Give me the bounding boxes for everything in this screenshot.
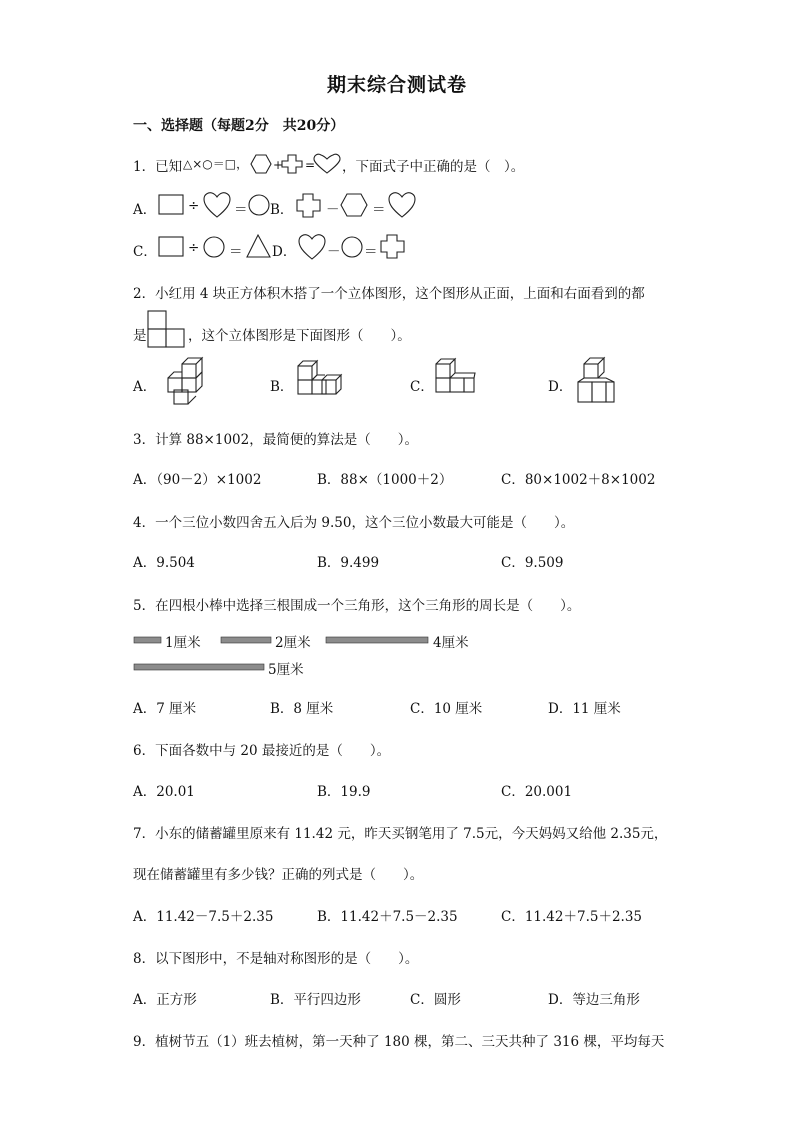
q1-shape-equation (248, 152, 338, 176)
q5-stem: 5．在四根小棒中选择三根围成一个三角形，这个三角形的周长是（ ）。 (133, 598, 581, 614)
triangle-icon (246, 234, 272, 260)
q2-option-c-label: C． (410, 379, 434, 395)
q2-line-2-prefix: 是 (133, 328, 147, 344)
stick-1-label: 1厘米 (165, 635, 201, 651)
q8-option-a: A．正方形 (133, 992, 197, 1008)
stick-4-label: 5厘米 (268, 662, 304, 678)
q2-option-d-label: D． (548, 379, 573, 395)
q4-option-a: A．9.504 (133, 555, 195, 571)
q1-stem-prefix: 1．已知 (133, 159, 183, 175)
heart-icon (314, 154, 340, 173)
q1-stem-suffix: ，下面式子中正确的是（ ）。 (342, 159, 525, 175)
q1-known-relation: △×○＝□， (183, 157, 249, 171)
circle-icon (203, 235, 227, 259)
hexagon-icon (340, 193, 370, 219)
q7-option-b: B．11.42＋7.5－2.35 (317, 909, 458, 925)
cube-stack-d-icon (576, 356, 622, 406)
q1-d-eq: ＝ (364, 244, 378, 260)
q4-stem: 4．一个三位小数四舍五入后为 9.50，这个三位小数最大可能是（ ）。 (133, 515, 575, 531)
square-icon (158, 235, 184, 259)
circle-icon (248, 193, 272, 217)
q6-stem: 6．下面各数中与 20 最接近的是（ ）。 (133, 743, 391, 759)
q3-option-a: A．（90－2）×1002 (133, 472, 262, 488)
q2-option-b-label: B． (270, 379, 294, 395)
q2-line-2-suffix: ，这个立体图形是下面图形（ ）。 (188, 328, 411, 344)
q4-option-c: C．9.509 (501, 555, 564, 571)
stick-2cm (221, 637, 271, 643)
q5-option-a: A．7 厘米 (133, 701, 197, 717)
hexagon-icon (251, 155, 271, 173)
q6-option-b: B．19.9 (317, 784, 371, 800)
cube-stack-b-icon (296, 360, 346, 400)
q7-option-a: A．11.42－7.5＋2.35 (133, 909, 274, 925)
q8-option-b: B．平行四边形 (270, 992, 361, 1008)
svg-text:=: = (305, 158, 316, 172)
q2-option-a-label: A． (133, 379, 157, 395)
circle-icon (341, 235, 365, 259)
cross-shape-icon (296, 193, 322, 219)
heart-icon (298, 234, 328, 260)
view-l-shape-icon (147, 310, 187, 348)
q7-line-1: 7．小东的储蓄罐里原来有 11.42 元，昨天买钢笔用了 7.5元，今天妈妈又给他 2.35元， (133, 826, 668, 842)
q1-a-eq: ＝ (234, 202, 248, 218)
q5-option-d: D．11 厘米 (548, 701, 621, 717)
stick-5cm (134, 664, 264, 670)
q1-option-c-label: C． (133, 244, 157, 260)
heart-icon (203, 192, 233, 218)
q5-option-b: B．8 厘米 (270, 701, 334, 717)
q7-option-c: C．11.42＋7.5＋2.35 (501, 909, 643, 925)
q3-stem: 3．计算 88×1002，最简便的算法是（ ）。 (133, 432, 418, 448)
heart-icon (388, 192, 418, 218)
q1-c-div: ÷ (188, 240, 200, 256)
q5-option-c: C．10 厘米 (410, 701, 483, 717)
q9-line-1: 9．植树节五（1）班去植树，第一天种了 180 棵，第二、三天共种了 316 棵，平均每天 (133, 1034, 665, 1050)
q3-option-b: B．88×（1000＋2） (317, 472, 453, 488)
q1-b-eq: ＝ (372, 202, 386, 218)
stick-3-label: 4厘米 (433, 635, 469, 651)
stick-2-label: 2厘米 (275, 635, 311, 651)
q8-option-c: C．圆形 (410, 992, 461, 1008)
cross-shape-icon (282, 155, 302, 173)
cross-shape-icon (380, 234, 406, 260)
q2-line-1: 2．小红用 4 块正方体积木搭了一个立体图形，这个图形从正面，上面和右面看到的都 (133, 286, 645, 302)
page-title: 期末综合测试卷 (326, 74, 467, 96)
q8-option-d: D．等边三角形 (548, 992, 640, 1008)
cube-stack-c-icon (434, 358, 478, 402)
cube-stack-a-icon (160, 356, 206, 406)
q3-option-c: C．80×1002＋8×1002 (501, 472, 656, 488)
svg-text:+: + (273, 158, 284, 172)
q1-option-b-label: B． (270, 202, 294, 218)
stick-1cm (134, 637, 161, 643)
stick-4cm (326, 637, 428, 643)
q6-option-a: A．20.01 (133, 784, 195, 800)
q1-option-a-label: A． (133, 202, 157, 218)
q1-c-eq: ＝ (229, 244, 243, 260)
section-heading: 一、选择题（每题2分 共20分） (133, 118, 345, 134)
q1-a-div: ÷ (188, 198, 200, 214)
q6-option-c: C．20.001 (501, 784, 573, 800)
q8-stem: 8．以下图形中，不是轴对称图形的是（ ）。 (133, 951, 419, 967)
q4-option-b: B．9.499 (317, 555, 380, 571)
q7-line-2: 现在储蓄罐里有多少钱？正确的列式是（ ）。 (133, 867, 424, 883)
q1-d-minus: － (327, 244, 341, 260)
q1-b-minus: － (326, 202, 340, 218)
square-icon (158, 193, 184, 217)
q1-option-d-label: D． (272, 244, 297, 260)
